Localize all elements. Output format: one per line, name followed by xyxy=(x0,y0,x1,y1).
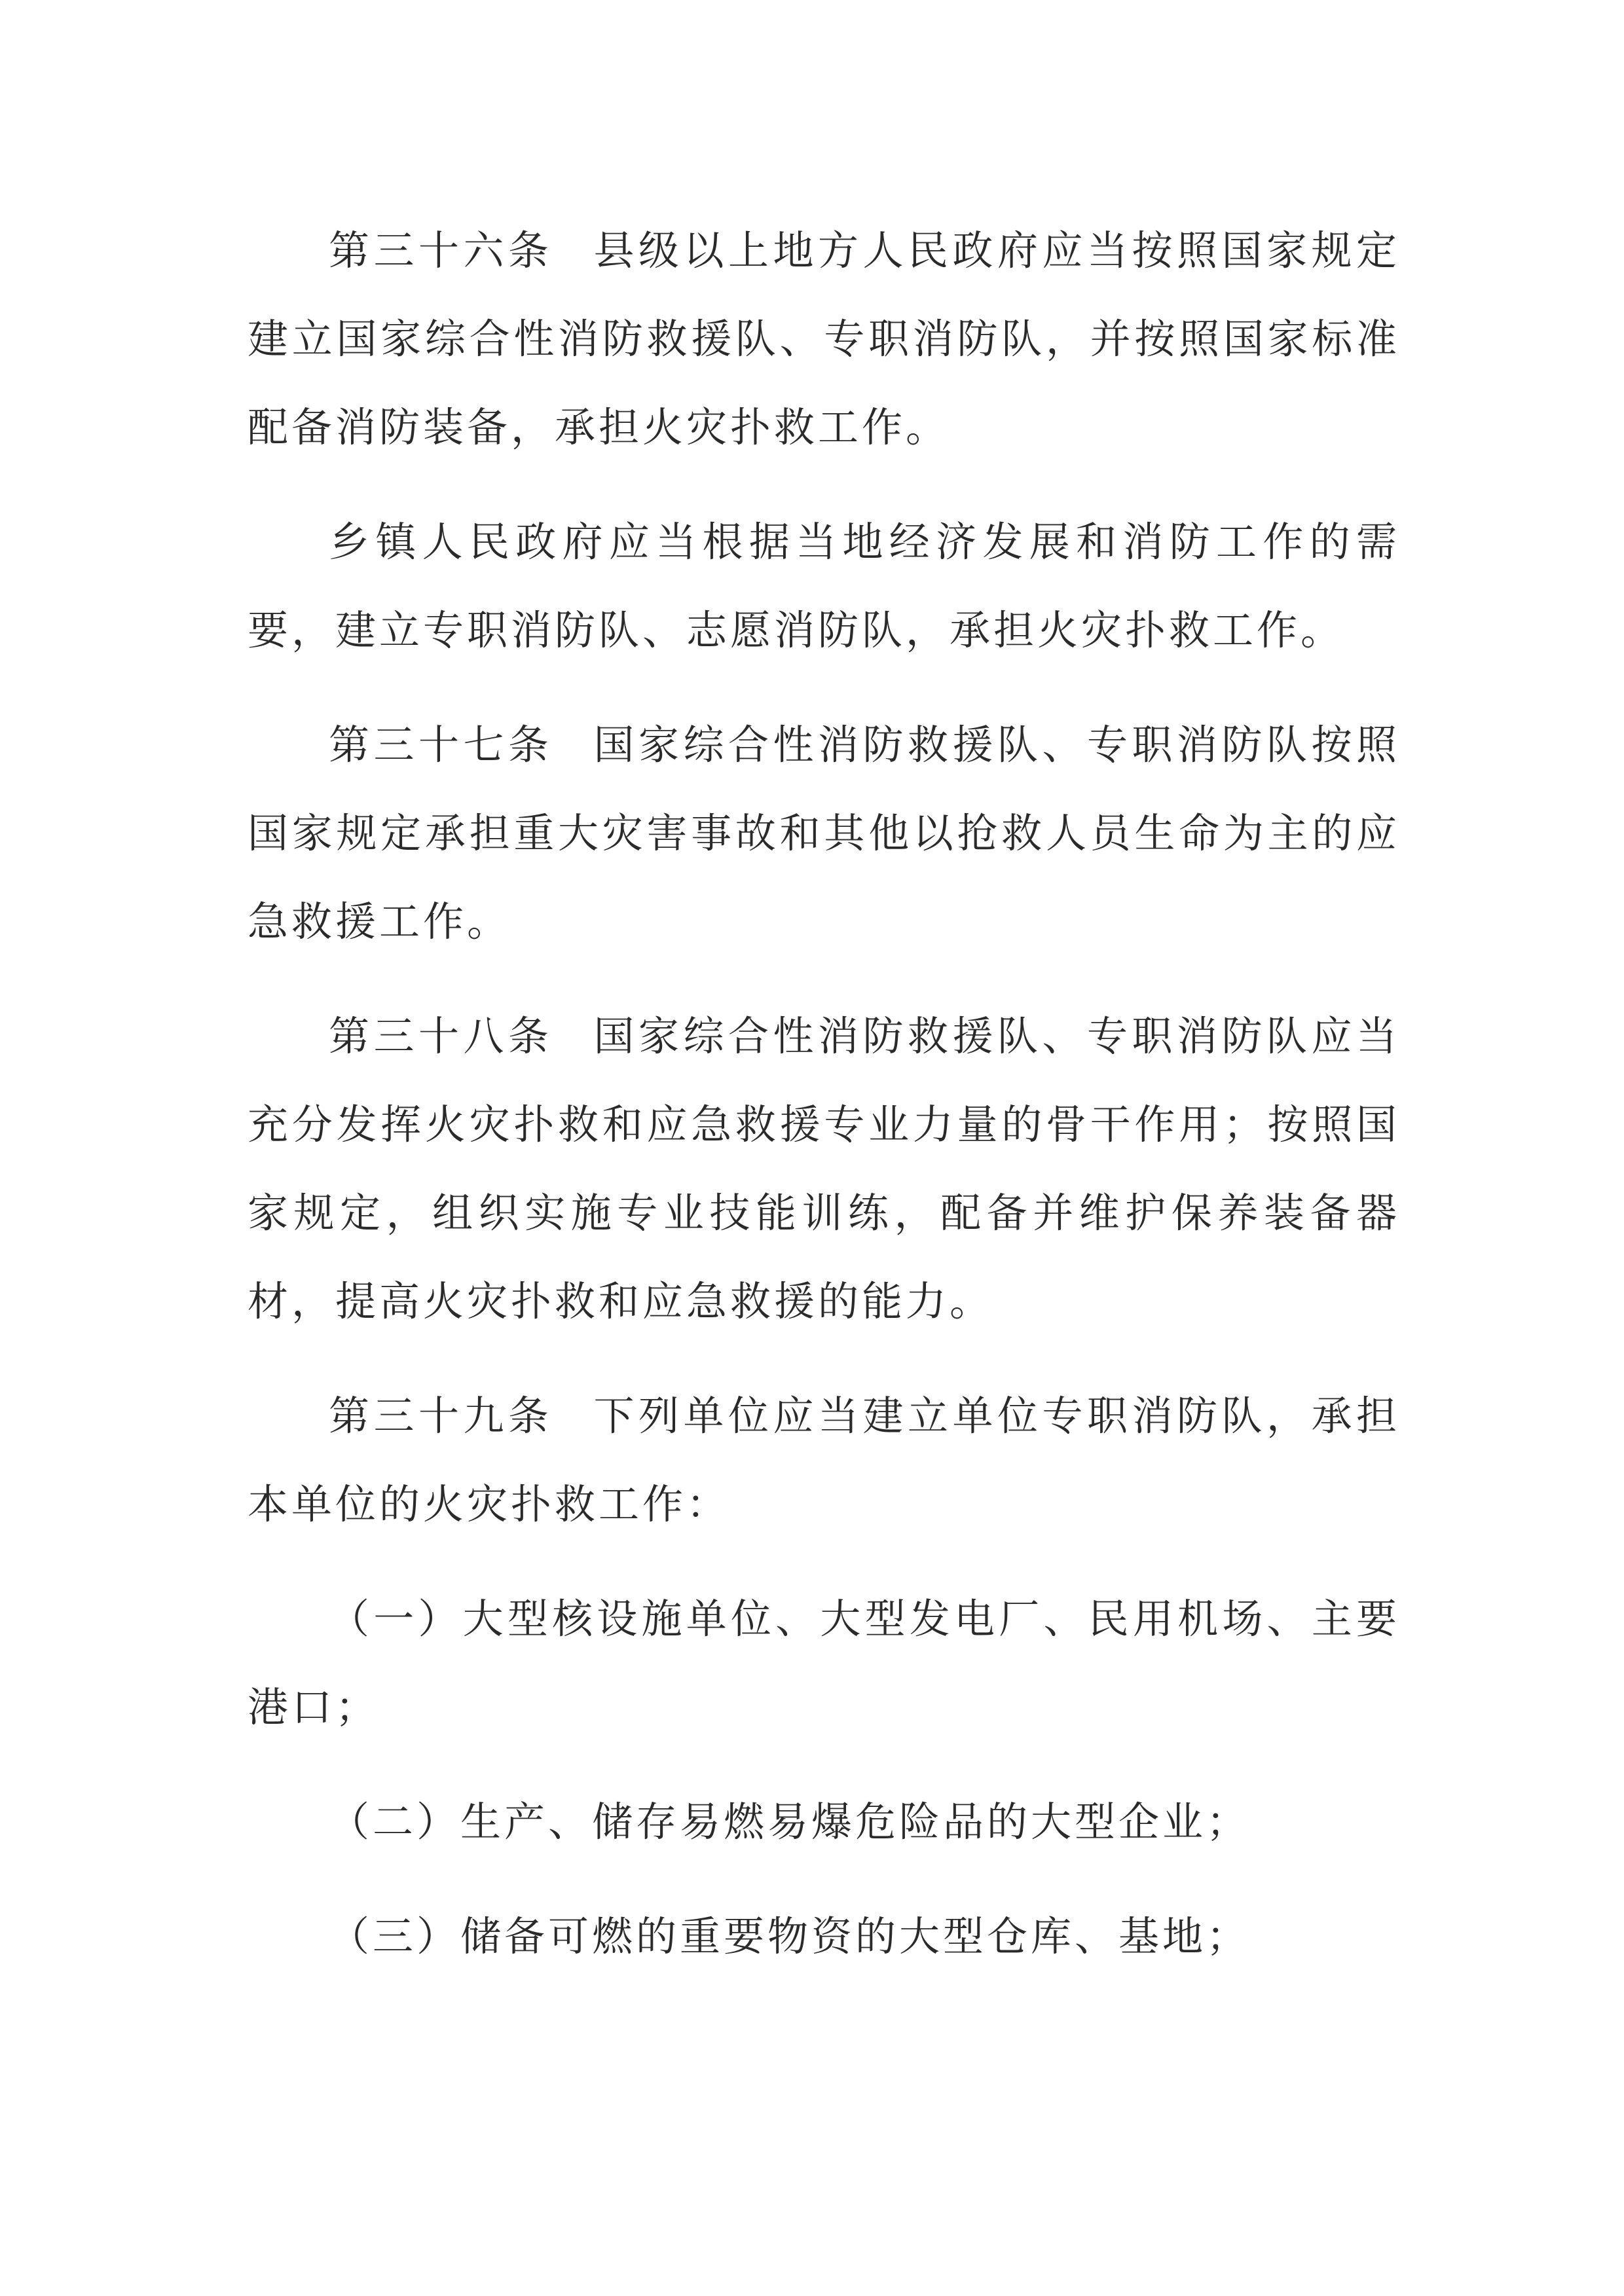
paragraph-article-38 xyxy=(248,992,1400,1345)
article-number: 第三十七条 xyxy=(329,721,553,769)
paragraph-text: 乡镇人民政府应当根据当地经济发展和消防工作的需要，建立专职消防队、志愿消防队，承担火灾扑救工作。 xyxy=(248,518,1400,654)
paragraph-article-37 xyxy=(248,701,1400,966)
paragraph-text: 国家综合性消防救援队、专职消防队按照国家规定承担重大灾害事故和其他以抢救人员生命为主的应急救援工作。 xyxy=(248,721,1400,945)
paragraph-article-36 xyxy=(248,206,1400,471)
list-item-1 xyxy=(248,1575,1400,1751)
list-item-text: （二）生产、储存易燃易爆危险品的大型企业； xyxy=(329,1798,1251,1846)
article-number: 第三十八条 xyxy=(329,1012,553,1060)
paragraph-text: 下列单位应当建立单位专职消防队，承担本单位的火灾扑救工作： xyxy=(248,1392,1400,1528)
article-number: 第三十六条 xyxy=(329,227,553,274)
paragraph-text: 县级以上地方人民政府应当按照国家规定建立国家综合性消防救援队、专职消防队，并按照国家标准配备消防装备，承担火灾扑救工作。 xyxy=(248,227,1400,451)
document-body xyxy=(248,206,1400,2007)
article-number: 第三十九条 xyxy=(329,1392,553,1440)
paragraph-article-36-township xyxy=(248,498,1400,674)
list-item-2 xyxy=(248,1777,1400,1866)
paragraph-article-39 xyxy=(248,1372,1400,1548)
list-item-3 xyxy=(248,1892,1400,1980)
list-item-text: （三）储备可燃的重要物资的大型仓库、基地； xyxy=(329,1912,1251,1960)
paragraph-text: 国家综合性消防救援队、专职消防队应当充分发挥火灾扑救和应急救援专业力量的骨干作用；按照国家规定，组织实施专业技能训练，配备并维护保养装备器材，提高火灾扑救和应急救援的能力。 xyxy=(248,1012,1400,1325)
list-item-text: （一）大型核设施单位、大型发电厂、民用机场、主要港口； xyxy=(248,1595,1400,1731)
